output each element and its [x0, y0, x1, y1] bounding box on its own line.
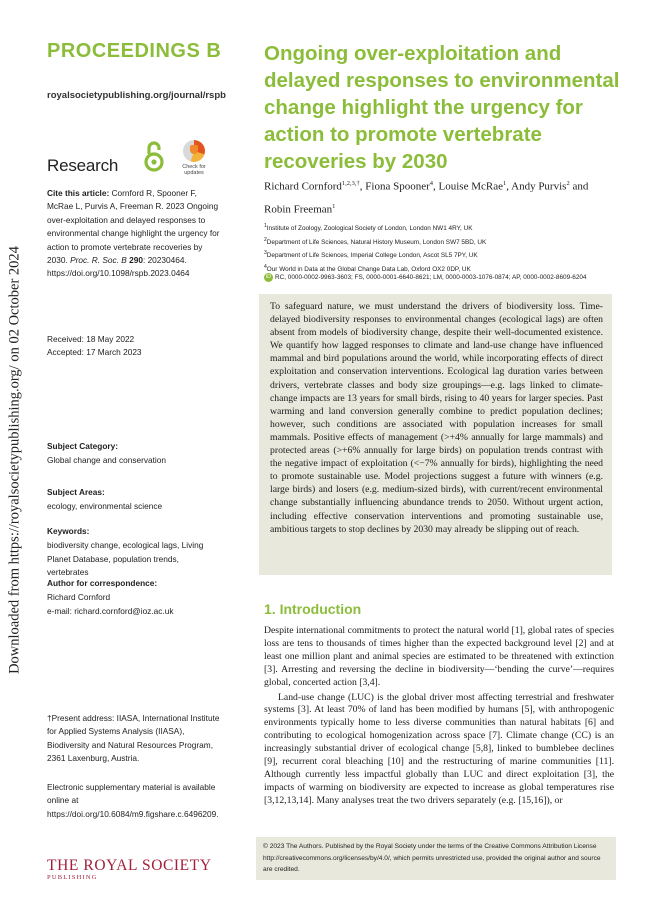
author-name: Richard Cornford [264, 180, 342, 193]
subject-category-value: Global change and conservation [47, 455, 167, 466]
author-affiliation-marker: 1,2,3,† [341, 180, 360, 187]
affiliation-number: 3 [264, 250, 267, 257]
affiliation-text: Institute of Zoology, Zoological Society of London, London NW1 4RY, UK [266, 225, 473, 233]
journal-brand: PROCEEDINGS B [47, 40, 222, 62]
supplementary-material-note: Electronic supplementary material is available online at https://doi.org/10.6084/m9.figshare.c.6496209. [47, 782, 219, 819]
licence-box [256, 837, 616, 880]
author-separator: , [359, 180, 366, 193]
subject-category-block [47, 440, 222, 468]
abstract-text: To safeguard nature, we must understand the drivers of biodiversity loss. Time-delayed biodiversity responses to environmental changes (ecological lags) are often absent from models of biodiversity change, despite their well-documented existence. We quantify how lagged responses to climate and land-use change have influenced mammal and bird populations around the world, while incorporating effects of direct exploitation and conservation interventions. Ecological lag duration varies between drivers, vertebrate classes and body size groupings—e.g. lags linked to climate-change impacts are 13 years for small birds, rising to 40 years for larger species. Past warming and land conversion generally combine to predict population declines; however, such conditions are associated with population increases for small mammals. Positive effects of management (>+4% annually for large mammals) and protected areas (>+6% annually for large birds) on population trends contrast with the negative impact of exploitation (<−7% annually for birds), highlighting the need to promote sustainable use. Model projections suggest a future with winners (e.g. large birds) and losers (e.g. medium-sized birds), with current/recent environmental change substantially influencing abundance trends to 2050. Without urgent action, including effective conservation interventions and promoting sustainable use, ambitious targets to stop declines by 2030 may already be slipping out of reach. [270, 301, 603, 535]
affiliation-text: Department of Life Sciences, Imperial College London, Ascot SL5 7PY, UK [266, 252, 478, 260]
author-affiliation-marker: 1 [332, 202, 336, 210]
author-separator: and [569, 180, 589, 193]
introduction-paragraph-1: Despite international commitments to protect the natural world [1], global rates of species loss are tens to thousands of times higher than the expected background level [2] and at least one million plant and animal species are estimated to be threatened with extinction [3]. Arresting and reversing the decline in biodiversity—‘bending the curve’—requires global, concerted action [3,4]. [264, 625, 614, 688]
article-section-label: Research [47, 156, 119, 175]
download-watermark [2, 246, 28, 674]
citation-article-number: : 20230464. [142, 255, 187, 266]
author-separator: , [506, 180, 512, 193]
author-name: Louise McRae [438, 180, 503, 193]
affiliation-number: 4 [264, 263, 267, 270]
affiliation-number: 2 [264, 236, 267, 243]
citation-text: Cornford R, Spooner F, McRae L, Purvis A, Freeman R. 2023 Ongoing over-exploitation and delayed responses to environmental change highlight the urgency for action to promote vertebrate recoveries by 2030. [47, 188, 220, 266]
citation-volume: 290 [129, 255, 143, 266]
citation-label: Cite this article: [47, 188, 110, 198]
orcid-line [264, 273, 639, 282]
accepted-date: Accepted: 17 March 2023 [47, 347, 142, 358]
received-date: Received: 18 May 2022 [47, 334, 135, 344]
correspondence-label: Author for correspondence: [47, 578, 158, 588]
introduction-paragraph-2: Land-use change (LUC) is the global driver most affecting terrestrial and freshwater systems [3]. At least 70% of land has been modified by humans [5], with anthropogenic environments typically home to less diverse communities than natural habitats [6] and contributing to ecological homogenization across space [7]. Climate change (CC) is an increasingly substantial driver of ecological change [5,8], linked to bumblebee declines [9], recurrent coral bleaching [10] and the restructuring of marine communities [11]. Although currently less impactful globally than LUC and direct exploitation [3], the impacts of warming on biodiversity are expected to increase as global temperatures rise [3,12,13,14]. Many analyses treat the two drivers separately (e.g. [15,16]), or [264, 691, 614, 806]
subject-areas-label: Subject Areas: [47, 487, 105, 497]
orcid-text: RC, 0000-0002-9963-3603; FS, 0000-0001-6640-8621; LM, 0000-0003-1076-0874; AP, 0000-0002-8609-6204 [275, 274, 587, 282]
abstract-panel [259, 294, 612, 575]
keywords-block [47, 525, 222, 580]
publisher-name: THE ROYAL SOCIETY [47, 857, 212, 874]
subject-category-label: Subject Category: [47, 441, 118, 451]
author-list [264, 174, 614, 219]
citation-block [47, 187, 222, 281]
check-for-updates-badge[interactable] [177, 140, 211, 176]
keywords-label: Keywords: [47, 526, 90, 536]
author-affiliation-marker: 2 [566, 180, 570, 187]
affiliation-item [264, 235, 634, 249]
check-for-updates-icon [183, 140, 205, 162]
check-for-updates-label: Check for updates [182, 164, 206, 176]
subject-areas-block [47, 486, 222, 514]
correspondence-name: Richard Cornford [47, 592, 111, 603]
article-title: Ongoing over-exploitation and delayed responses to environmental change highlight the urgency for action to promote vertebrate recoveries by 2030 [264, 42, 620, 173]
author-separator: , [433, 180, 439, 193]
keywords-value: biodiversity change, ecological lags, Living Planet Database, population trends, vertebrates [47, 540, 204, 578]
author-affiliation-marker: 1 [502, 180, 507, 187]
author-name: Fiona Spooner [365, 180, 430, 193]
introduction-heading: 1. Introduction [264, 601, 362, 617]
citation-journal: Proc. R. Soc. B [70, 255, 127, 266]
author-name: Robin Freeman [264, 203, 333, 216]
journal-url-link[interactable]: royalsocietypublishing.org/journal/rspb [47, 90, 226, 101]
citation-doi-link[interactable]: https://doi.org/10.1098/rspb.2023.0464 [47, 268, 190, 279]
download-note-text: Downloaded from https://royalsocietypublishing.org/ on 02 October 2024 [6, 246, 23, 674]
affiliation-number: 1 [264, 223, 267, 229]
affiliation-item [264, 221, 634, 235]
correspondence-email[interactable]: e-mail: richard.cornford@ioz.ac.uk [47, 605, 174, 616]
affiliation-item [264, 248, 634, 262]
author-name: Andy Purvis [511, 180, 567, 193]
publisher-subtitle: PUBLISHING [47, 874, 98, 881]
affiliation-text: Our World in Data at the Global Change Data Lab, Oxford OX2 0DP, UK [266, 266, 471, 273]
orcid-icon: iD [265, 274, 272, 280]
affiliation-list [264, 221, 634, 276]
licence-text: © 2023 The Authors. Published by the Royal Society under the terms of the Creative Commons Attribution License http://creativecommons.org/licenses/by/4.0/, which permits unrestricted use, provided the original author and source are credited. [263, 843, 601, 873]
author-affiliation-marker: 4 [429, 180, 434, 187]
royal-society-publishing-logo [47, 857, 212, 881]
subject-areas-value: ecology, environmental science [47, 501, 163, 512]
open-access-lock-icon [143, 140, 165, 172]
introduction-body [264, 625, 614, 808]
affiliation-text: Department of Life Sciences, Natural History Museum, London SW7 5BD, UK [266, 238, 487, 246]
dates-block [47, 333, 222, 360]
correspondence-block [47, 577, 222, 618]
present-address-note: †Present address: IIASA, International Institute for Applied Systems Analysis (IIASA), Biodiversity and Natural Resources Program, 2361 Laxenburg, Austria. [47, 713, 220, 764]
